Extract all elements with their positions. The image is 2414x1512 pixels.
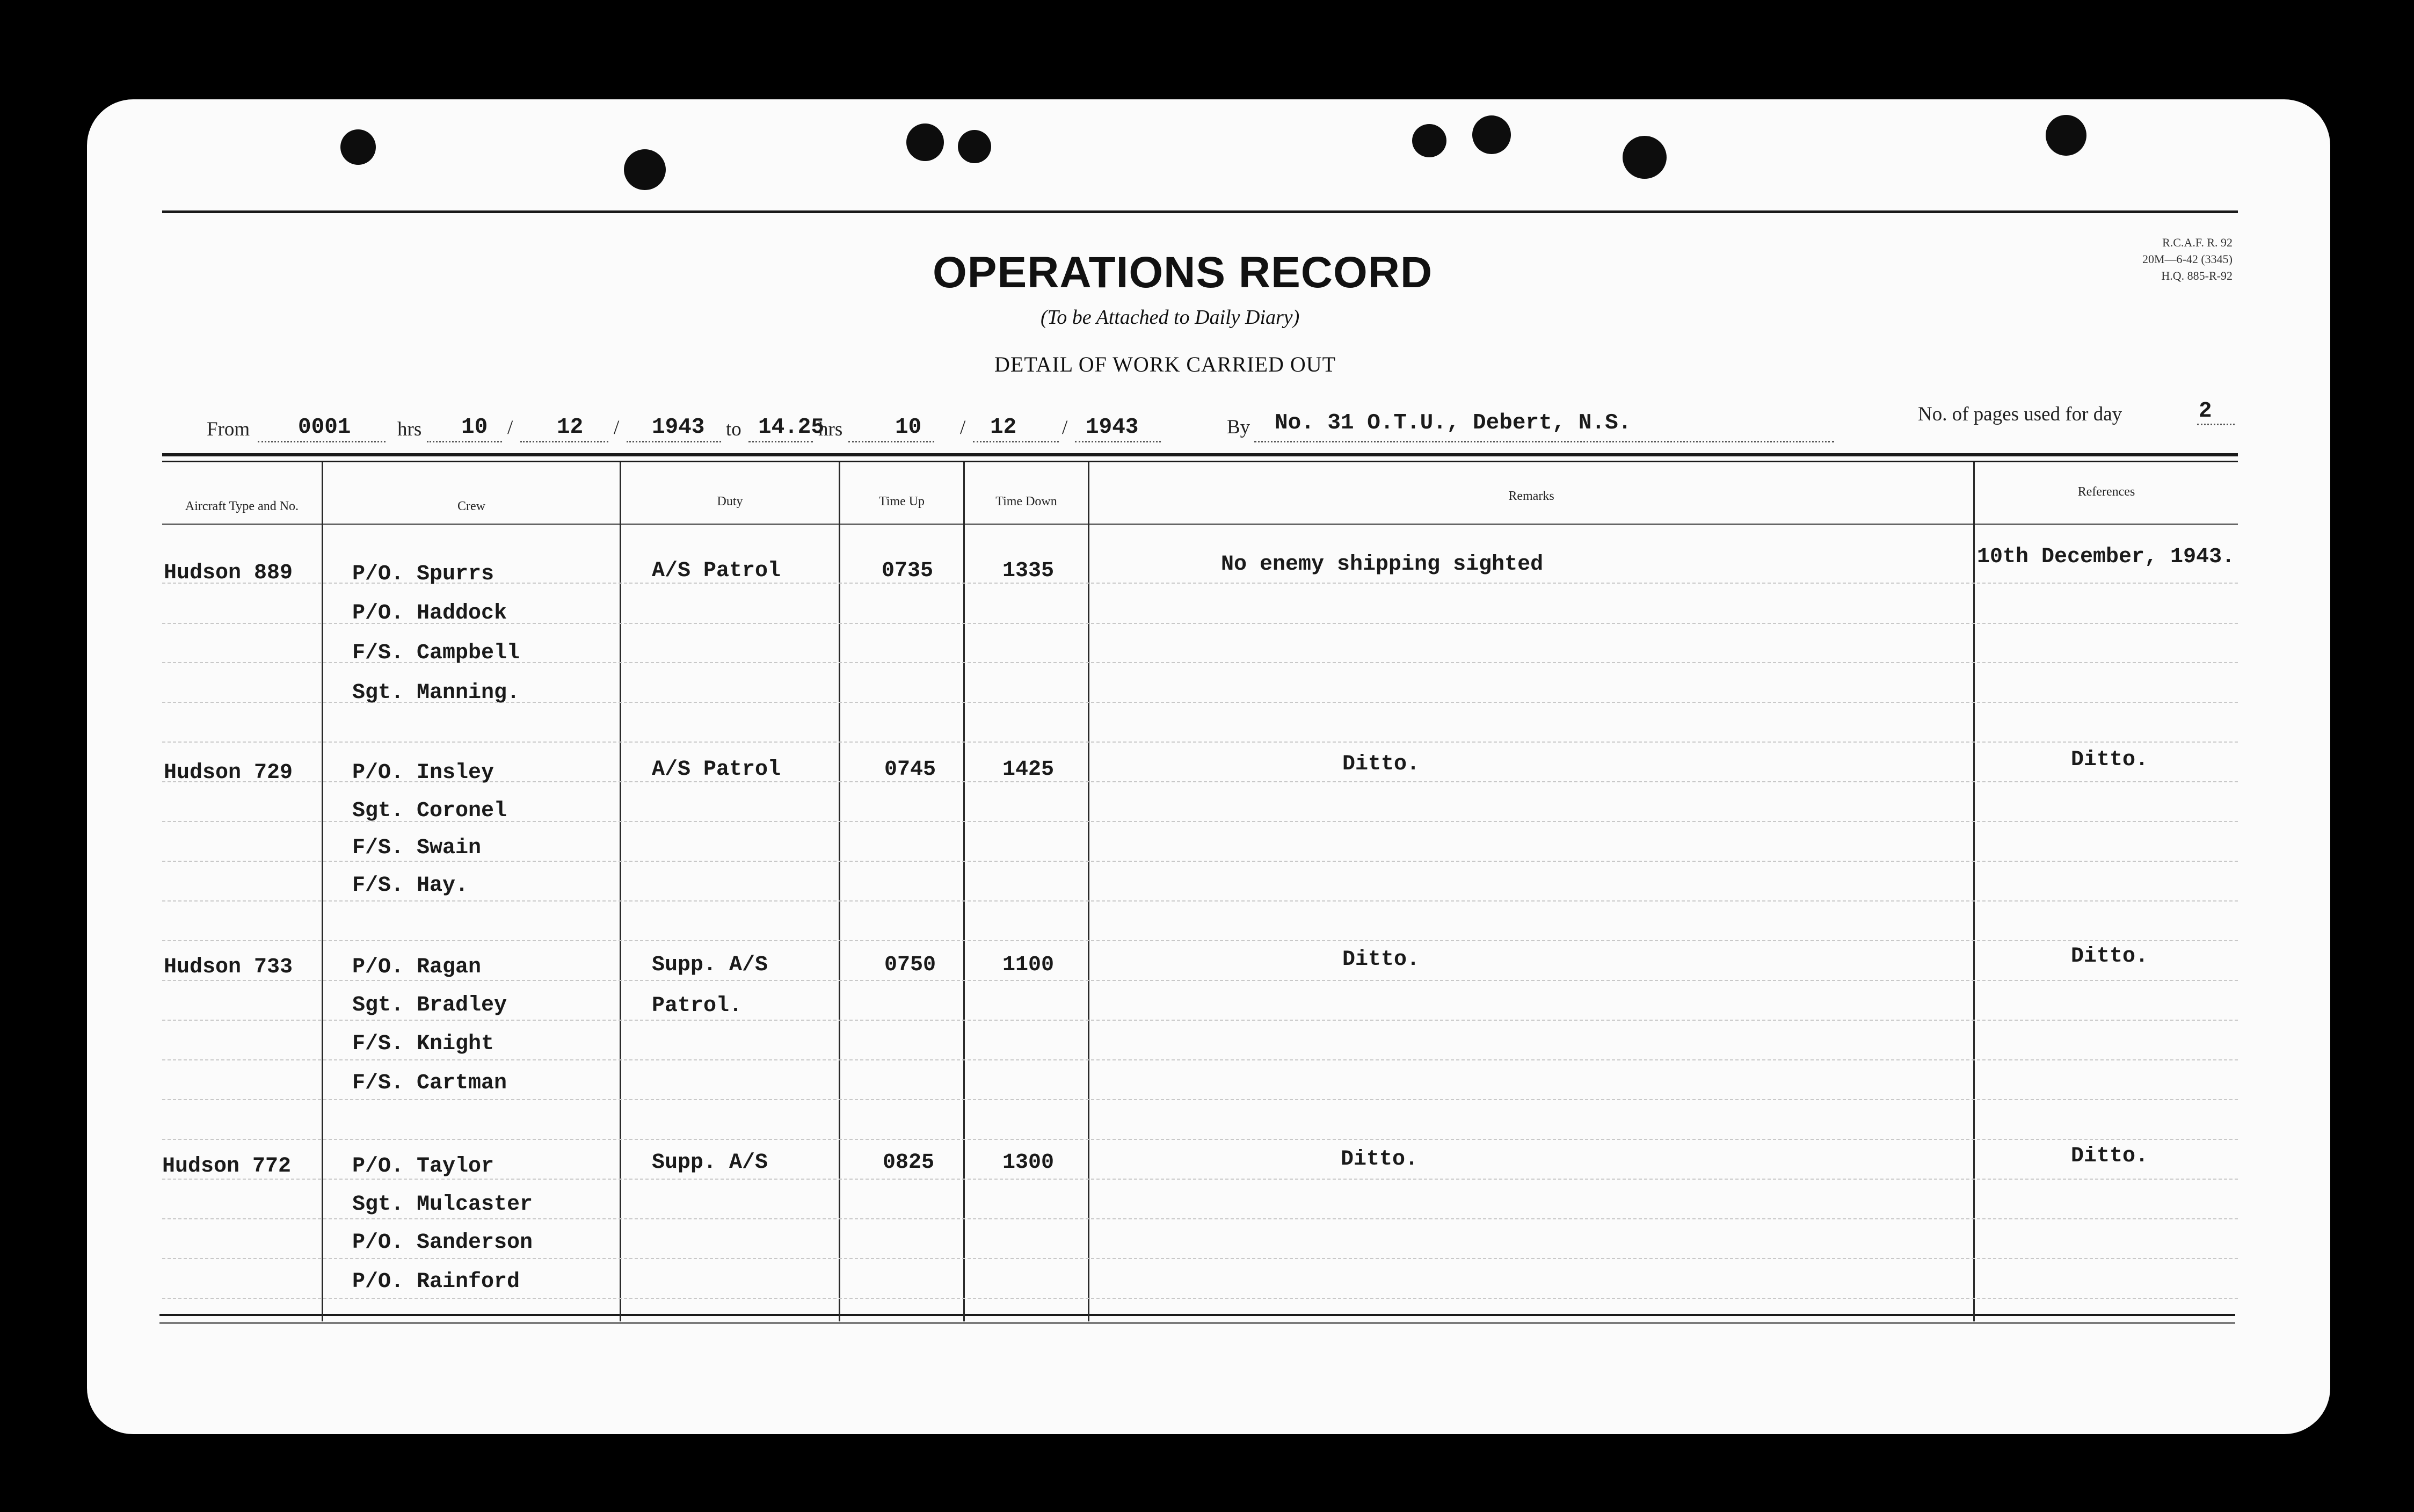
- col-sep: [1973, 462, 1975, 1321]
- from-year: 1943: [652, 415, 705, 440]
- header-references: References: [2077, 485, 2135, 499]
- header-aircraft: Aircraft Type and No.: [185, 499, 299, 513]
- punch-hole: [624, 149, 666, 190]
- table-bottom-rule-2: [159, 1322, 2235, 1324]
- col-sep: [963, 462, 965, 1321]
- header-remarks: Remarks: [1508, 489, 1554, 503]
- remarks-cell: No enemy shipping sighted: [1221, 553, 1544, 577]
- crew-member: Sgt. Manning.: [352, 681, 520, 705]
- duty-cell: Supp. A/S: [652, 1151, 768, 1175]
- duty-cell: A/S Patrol: [652, 559, 781, 583]
- form-detail-heading: DETAIL OF WORK CARRIED OUT: [994, 352, 1336, 376]
- punch-hole: [958, 130, 991, 163]
- from-month: 12: [557, 415, 584, 440]
- top-rule: [162, 210, 2238, 213]
- duty-cell: Patrol.: [652, 994, 743, 1018]
- crew-member: Sgt. Mulcaster: [352, 1193, 533, 1217]
- references-cell: Ditto.: [2071, 1144, 2149, 1168]
- table-top-rule-2: [162, 461, 2238, 462]
- form-number: R.C.A.F. R. 92 20M—6-42 (3345) H.Q. 885-R-92: [2142, 236, 2233, 282]
- punch-hole: [340, 129, 376, 165]
- header-time-up: Time Up: [878, 495, 925, 508]
- punch-hole: [2046, 115, 2086, 156]
- operations-record-card: OPERATIONS RECORD (To be Attached to Daily Diary) DETAIL OF WORK CARRIED OUT R.C.A.F. R. 92 20M—6-42 (3345) H.Q. 885-R-92 From 0001 hrs 10 / 12 / 1943 to 14.25 hrs 10 / 12 / 1943 By No. 31 O.T.U., Debert, N.S. No. of pages used for day 2 Aircraft Type and No. Crew Duty Time Up Time Down Remarks References Hudson 889 P/O. Spurrs P/O. Haddock F/S. Campbell Sgt. Manning. A/S Patrol 0735 1335 No enemy shipping sighted 10th December, 1943. Hudson 729 P/O. Insley Sgt. Coronel F/S. Swain F/S. Hay. A/S Patrol 0745 1425 Ditto. Ditto. Hudson 733 P/O. Ragan Sgt. Bradley F/S. Knight F/S. Cartman Supp. A/S Patrol. 0750 1100 Ditto. Ditto. Hudson 772 P/O. Taylor Sgt. Mulcaster P/O. Sanderson P/O. Rainford Supp. A/S 0825 1300 Ditto. Ditto.: [87, 99, 2330, 1434]
- crew-member: F/S. Cartman: [352, 1071, 507, 1095]
- form-title: OPERATIONS RECORD: [933, 248, 1433, 297]
- crew-member: F/S. Swain: [352, 836, 482, 860]
- header-time-down: Time Down: [995, 495, 1057, 508]
- time-up-cell: 0750: [884, 953, 936, 977]
- crew-member: Sgt. Bradley: [352, 993, 507, 1017]
- punch-hole: [1472, 115, 1511, 154]
- references-cell: 10th December, 1943.: [1977, 545, 2235, 569]
- duty-cell: Supp. A/S: [652, 953, 768, 977]
- col-sep: [1088, 462, 1089, 1321]
- from-day: 10: [461, 415, 488, 440]
- pages-label: No. of pages used for day: [1918, 403, 2122, 425]
- to-hrs-label: hrs: [818, 418, 843, 440]
- col-sep: [322, 462, 323, 1321]
- time-up-cell: 0735: [882, 559, 934, 583]
- crew-member: P/O. Sanderson: [352, 1231, 533, 1255]
- header-bottom-rule: [162, 524, 2238, 525]
- to-year: 1943: [1086, 415, 1139, 440]
- pages-value: 2: [2199, 399, 2212, 424]
- references-cell: Ditto.: [2071, 748, 2149, 772]
- crew-member: F/S. Campbell: [352, 641, 520, 665]
- crew-member: P/O. Taylor: [352, 1154, 495, 1179]
- crew-member: F/S. Knight: [352, 1032, 495, 1056]
- time-down-cell: 1100: [1002, 953, 1055, 977]
- crew-member: P/O. Ragan: [352, 955, 482, 979]
- header-crew: Crew: [457, 499, 485, 513]
- from-time: 0001: [298, 415, 351, 440]
- to-month: 12: [990, 415, 1017, 440]
- time-down-cell: 1335: [1002, 559, 1055, 583]
- header-duty: Duty: [717, 495, 743, 508]
- to-time: 14.25: [758, 415, 825, 440]
- crew-member: F/S. Hay.: [352, 874, 469, 898]
- time-down-cell: 1300: [1002, 1151, 1055, 1175]
- crew-member: P/O. Insley: [352, 761, 495, 785]
- punch-hole: [906, 123, 944, 161]
- to-label: to: [726, 418, 741, 440]
- remarks-cell: Ditto.: [1342, 948, 1420, 972]
- table-top-rule: [162, 453, 2238, 456]
- col-sep: [839, 462, 840, 1321]
- table-bottom-rule: [159, 1314, 2235, 1316]
- from-label: From: [207, 418, 250, 440]
- aircraft-cell: Hudson 889: [164, 561, 293, 585]
- form-subtitle: (To be Attached to Daily Diary): [1041, 306, 1300, 329]
- punch-hole: [1412, 124, 1446, 157]
- crew-member: P/O. Haddock: [352, 601, 507, 626]
- time-up-cell: 0745: [884, 758, 936, 782]
- aircraft-cell: Hudson 729: [164, 761, 293, 785]
- references-cell: Ditto.: [2071, 944, 2149, 969]
- crew-member: P/O. Spurrs: [352, 562, 495, 586]
- hrs-label: hrs: [397, 418, 422, 440]
- duty-cell: A/S Patrol: [652, 758, 781, 782]
- crew-member: P/O. Rainford: [352, 1270, 520, 1294]
- crew-member: Sgt. Coronel: [352, 799, 507, 823]
- punch-hole: [1623, 136, 1667, 179]
- remarks-cell: Ditto.: [1341, 1147, 1419, 1172]
- time-down-cell: 1425: [1002, 758, 1055, 782]
- aircraft-cell: Hudson 772: [162, 1154, 292, 1179]
- aircraft-cell: Hudson 733: [164, 955, 293, 979]
- time-up-cell: 0825: [883, 1151, 935, 1175]
- to-day: 10: [895, 415, 922, 440]
- by-label: By: [1227, 416, 1250, 438]
- by-value: No. 31 O.T.U., Debert, N.S.: [1275, 411, 1632, 435]
- remarks-cell: Ditto.: [1342, 752, 1420, 776]
- col-sep: [620, 462, 621, 1321]
